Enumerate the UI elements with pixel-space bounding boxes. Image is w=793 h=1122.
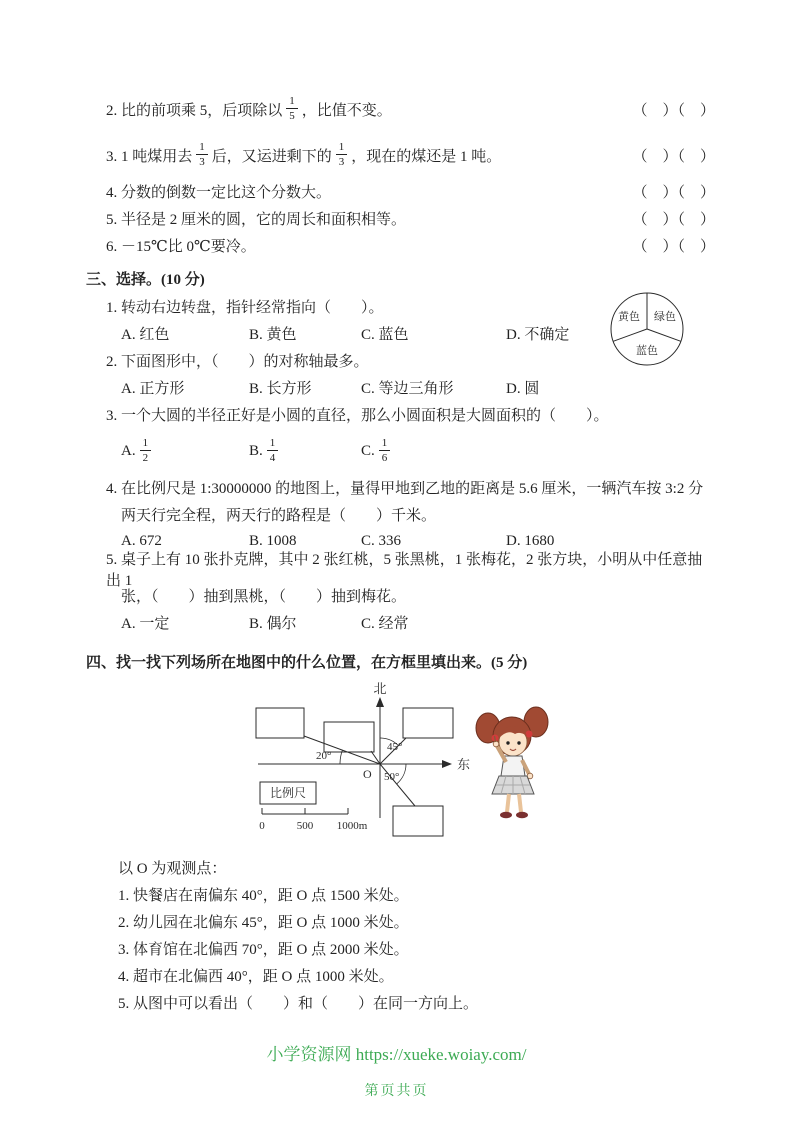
answer-bracket: （ ）（ ） <box>632 212 715 228</box>
spinner-label-yellow: 黄色 <box>618 311 640 323</box>
footer-page-info: 第页共页 <box>364 1084 429 1099</box>
fraction-denominator: 3 <box>338 156 345 168</box>
statement-text: 2. 比的前项乘 5，后项除以 <box>106 102 283 119</box>
fraction-denominator: 5 <box>289 110 295 122</box>
choice-q1-text: 1. 转动右边转盘，指针经常指向（ ）。 <box>106 300 384 316</box>
girl-bow-right <box>526 731 533 738</box>
judge-statement <box>106 141 501 168</box>
judge-item-5 <box>106 205 715 232</box>
option-c: C. 336 <box>361 533 402 549</box>
girl-eye-left <box>506 741 509 744</box>
page-footer <box>0 1040 793 1100</box>
choice-q5-line2: 张，（ ）抽到黑桃，（ ）抽到梅花。 <box>121 589 407 605</box>
section-3-header: 三、选择。(10 分) <box>86 271 205 288</box>
option-label: B. <box>249 442 263 459</box>
fraction <box>286 95 298 122</box>
map-item-5: 5. 从图中可以看出（ ）和（ ）在同一方向上。 <box>118 996 479 1012</box>
option-c: C. 蓝色 <box>361 327 409 343</box>
footer-site-text: 小学资源网 https://xueke.woiay.com/ <box>266 1045 527 1064</box>
east-arrow-icon <box>442 760 452 768</box>
option-b: B. 1008 <box>249 533 297 549</box>
map-item-4: 4. 超市在北偏西 40°，距 O 点 1000 米处。 <box>118 969 394 985</box>
option-d: D. 1680 <box>506 533 555 549</box>
choice-q5-line1: 5. 桌子上有 10 张扑克牌，其中 2 张红桃，5 张黑桃，1 张梅花，2 张方块，小明从中任意抽出 1 <box>106 551 703 589</box>
spinner-divider <box>647 329 681 341</box>
option-d: D. 圆 <box>506 381 540 397</box>
option-label: C. <box>361 442 375 459</box>
angle-label-20: 20° <box>316 750 332 762</box>
answer-bracket: （ ）（ ） <box>632 185 715 201</box>
option-a: A. 正方形 <box>121 381 185 397</box>
direction-map-diagram <box>230 678 575 854</box>
fraction-numerator: 1 <box>267 437 279 451</box>
map-intro: 以 O 为观测点： <box>118 861 227 877</box>
origin-label: O <box>363 767 372 781</box>
spinner-divider <box>613 329 647 341</box>
choice-q3-options <box>121 428 715 474</box>
judge-item-6 <box>106 232 715 259</box>
statement-text: 3. 1 吨煤用去 <box>106 148 193 165</box>
girl-pointing-finger <box>495 736 496 742</box>
spinner-diagram <box>601 289 693 371</box>
answer-bracket: （ ）（ ） <box>632 148 715 165</box>
fraction-numerator: 1 <box>379 437 391 451</box>
scale-tick-label: 1000m <box>336 820 368 832</box>
fraction-denominator: 3 <box>199 156 205 168</box>
answer-bracket: （ ）（ ） <box>632 102 715 119</box>
option-c: C. 经常 <box>361 616 409 632</box>
fraction-numerator: 1 <box>336 141 348 155</box>
statement-text: 4. 分数的倒数一定比这个分数大。 <box>106 185 332 201</box>
choice-q4-line1: 4. 在比例尺是 1:30000000 的地图上，量得甲地到乙地的距离是 5.6 厘米，一辆汽车按 3:2 分 <box>106 481 704 497</box>
scale-tick-label: 0 <box>259 820 265 832</box>
option-b: B. 偶尔 <box>249 616 297 632</box>
fraction <box>196 141 208 168</box>
judge-item-3 <box>106 132 715 178</box>
girl-hand-raised <box>493 741 499 747</box>
map-item-3: 3. 体育馆在北偏西 70°，距 O 点 2000 米处。 <box>118 942 409 958</box>
scale-tick-label: 500 <box>296 820 314 832</box>
statement-text: 后，又运进剩下的 <box>211 148 332 165</box>
judge-item-2 <box>106 86 715 132</box>
girl-leg-right <box>519 794 521 812</box>
option-c: C. 等边三角形 <box>361 381 454 397</box>
statement-text: ，比值不变。 <box>301 102 392 119</box>
fraction <box>336 141 348 168</box>
answer-bracket: （ ）（ ） <box>632 239 715 255</box>
choice-q4-line2: 两天行完全程，两天行的路程是（ ）千米。 <box>121 508 437 524</box>
fraction-numerator: 1 <box>286 95 298 109</box>
fraction-numerator: 1 <box>196 141 208 155</box>
north-label: 北 <box>373 681 387 696</box>
answer-box-northwest-40 <box>324 722 374 752</box>
spinner-label-blue: 蓝色 <box>636 345 658 357</box>
statement-text: 5. 半径是 2 厘米的圆，它的周长和面积相等。 <box>106 212 407 228</box>
section-4-header: 四、找一找下列场所在地图中的什么位置，在方框里填出来。(5 分) <box>86 654 528 671</box>
fraction-denominator: 6 <box>381 452 388 464</box>
option-a: A. 672 <box>121 533 162 549</box>
map-item-2: 2. 幼儿园在北偏东 45°，距 O 点 1000 米处。 <box>118 915 409 931</box>
girl-shoe-left <box>500 812 512 818</box>
option-c <box>361 437 506 464</box>
option-label: A. <box>121 442 136 459</box>
choice-q3-text: 3. 一个大圆的半径正好是小圆的直径，那么小圆面积是大圆面积的（ ）。 <box>106 408 609 424</box>
fraction <box>140 437 152 464</box>
answer-box-northwest-70 <box>256 708 304 738</box>
scale-label: 比例尺 <box>269 786 307 800</box>
judge-statement <box>106 95 392 122</box>
choice-q2-text: 2. 下面图形中，（ ）的对称轴最多。 <box>106 354 369 370</box>
judge-item-4 <box>106 178 715 205</box>
choice-q5-options <box>121 609 715 636</box>
north-arrow-icon <box>376 697 384 707</box>
angle-label-45: 45° <box>387 741 403 753</box>
fraction-denominator: 4 <box>269 452 276 464</box>
angle-label-50: 50° <box>384 771 400 783</box>
fraction-numerator: 1 <box>140 437 152 451</box>
option-b <box>249 437 361 464</box>
option-b: B. 长方形 <box>249 381 312 397</box>
fraction-denominator: 2 <box>142 452 149 464</box>
answer-box-northeast-45 <box>403 708 453 738</box>
answer-box-southeast-50 <box>393 806 443 836</box>
east-label: 东 <box>457 757 471 772</box>
fraction <box>267 437 279 464</box>
option-a <box>121 437 249 464</box>
map-item-1: 1. 快餐店在南偏东 40°，距 O 点 1500 米处。 <box>118 888 409 904</box>
spinner-label-green: 绿色 <box>654 311 676 323</box>
fraction <box>379 437 391 464</box>
girl-illustration <box>476 707 548 818</box>
statement-text: 6. －15℃比 0℃要冷。 <box>106 239 256 255</box>
option-d: D. 不确定 <box>506 327 570 343</box>
option-b: B. 黄色 <box>249 327 297 343</box>
girl-eye-right <box>517 741 520 744</box>
girl-leg-left <box>507 794 509 812</box>
option-a: A. 一定 <box>121 616 170 632</box>
choice-q2-options <box>121 374 715 401</box>
option-a: A. 红色 <box>121 327 170 343</box>
girl-shoe-right <box>516 812 528 818</box>
statement-text: ，现在的煤还是 1 吨。 <box>351 148 502 165</box>
